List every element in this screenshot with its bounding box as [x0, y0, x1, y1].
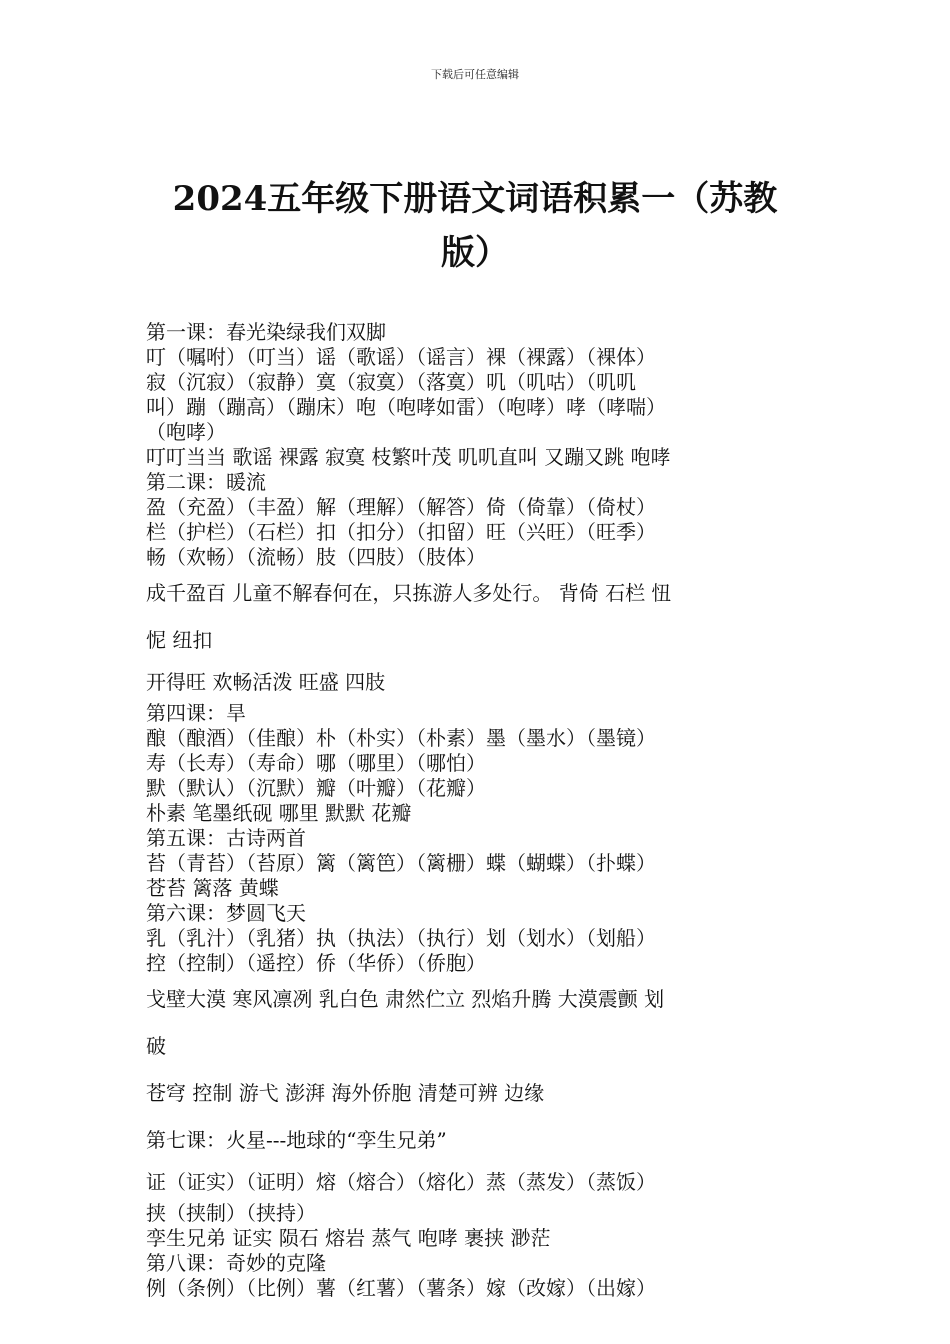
text-line: 酿（酿酒）（佳酿）朴（朴实）（朴素）墨（墨水）（墨镜） — [146, 726, 656, 750]
text-line: 挟（挟制）（挟持） — [146, 1201, 316, 1225]
text-line: 证（证实）（证明）熔（熔合）（熔化）蒸（蒸发）（蒸饭） — [146, 1170, 656, 1194]
document-body — [146, 320, 826, 1301]
text-line: （咆哮） — [146, 420, 226, 444]
lesson-heading: 第五课：古诗两首 — [146, 826, 306, 850]
text-line: 苍苔 篱落 黄蝶 — [146, 876, 279, 900]
text-line: 叮（嘱咐）（叮当）谣（歌谣）（谣言）裸（裸露）（裸体） — [146, 345, 656, 369]
text-line: 苍穹 控制 游弋 澎湃 海外侨胞 清楚可辨 边缘 — [146, 1081, 545, 1105]
text-line: 盈（充盈）（丰盈）解（理解）（解答）倚（倚靠）（倚杖） — [146, 495, 656, 519]
page-header: 下载后可任意编辑 — [431, 68, 519, 81]
text-line: 畅（欢畅）（流畅）肢（四肢）（肢体） — [146, 545, 486, 569]
text-line: 例（条例）（比例）薯（红薯）（薯条）嫁（改嫁）（出嫁） — [146, 1276, 656, 1300]
text-line: 叫）蹦（蹦高）（蹦床）咆（咆哮如雷）（咆哮）哮（哮喘） — [146, 395, 666, 419]
lesson-heading: 第一课：春光染绿我们双脚 — [146, 320, 386, 344]
text-line: 寂（沉寂）（寂静）寞（寂寞）（落寞）叽（叽咕）（叽叽 — [146, 370, 636, 394]
text-line: 孪生兄弟 证实 陨石 熔岩 蒸气 咆哮 裹挟 渺茫 — [146, 1226, 551, 1250]
document-title — [150, 172, 800, 280]
text-line: 开得旺 欢畅活泼 旺盛 四肢 — [146, 670, 386, 694]
lesson-heading: 第六课：梦圆飞天 — [146, 901, 306, 925]
text-line: 成千盈百 儿童不解春何在，只拣游人多处行。 背倚 石栏 忸 — [146, 581, 672, 605]
text-line: 怩 纽扣 — [146, 628, 213, 652]
lesson-heading: 第七课：火星---地球的“孪生兄弟” — [146, 1128, 447, 1152]
title-line-2: 版） — [441, 233, 509, 273]
text-line: 栏（护栏）（石栏）扣（扣分）（扣留）旺（兴旺）（旺季） — [146, 520, 656, 544]
text-line: 苔（青苔）（苔原）篱（篱笆）（篱栅）蝶（蝴蝶）（扑蝶） — [146, 851, 656, 875]
text-line: 戈壁大漠 寒风凛冽 乳白色 肃然伫立 烈焰升腾 大漠震颤 划 — [146, 987, 665, 1011]
title-line-1: 2024五年级下册语文词语积累一（苏教 — [172, 179, 778, 219]
text-line: 寿（长寿）（寿命）哪（哪里）（哪怕） — [146, 751, 486, 775]
lesson-heading: 第二课：暖流 — [146, 470, 266, 494]
text-line: 破 — [146, 1034, 166, 1058]
text-line: 默（默认）（沉默）瓣（叶瓣）（花瓣） — [146, 776, 486, 800]
text-line: 控（控制）（遥控）侨（华侨）（侨胞） — [146, 951, 486, 975]
text-line: 叮叮当当 歌谣 裸露 寂寞 枝繁叶茂 叽叽直叫 又蹦又跳 咆哮 — [146, 445, 671, 469]
lesson-heading: 第八课：奇妙的克隆 — [146, 1251, 326, 1275]
text-line: 乳（乳汁）（乳猪）执（执法）（执行）划（划水）（划船） — [146, 926, 656, 950]
text-line: 朴素 笔墨纸砚 哪里 默默 花瓣 — [146, 801, 412, 825]
lesson-heading: 第四课：旱 — [146, 701, 246, 725]
